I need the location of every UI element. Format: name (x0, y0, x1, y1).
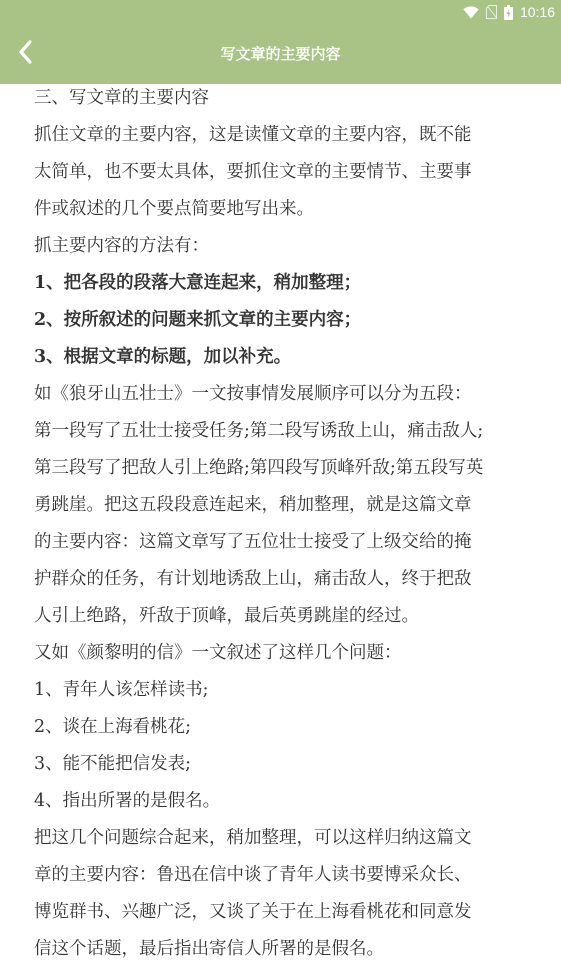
article-line: 人引上绝路，歼敌于顶峰，最后英勇跳崖的经过。 (34, 606, 419, 626)
article-line: 章的主要内容：鲁迅在信中谈了青年人读书要博采众长、 (34, 865, 472, 885)
article-line: 抓主要内容的方法有： (34, 236, 209, 256)
article-line: 2、按所叙述的问题来抓文章的主要内容； (34, 310, 362, 330)
status-bar (0, 0, 561, 24)
battery-icon (504, 5, 513, 20)
wifi-icon (463, 6, 479, 19)
article-line: 太简单，也不要太具体，要抓住文章的主要情节、主要事 (34, 162, 472, 182)
article-line: 2、谈在上海看桃花; (34, 717, 192, 737)
article-line: 抓住文章的主要内容，这是读懂文章的主要内容，既不能 (34, 125, 472, 145)
article-body (34, 80, 534, 968)
article-line: 3、能不能把信发表; (34, 754, 192, 774)
article-line: 的主要内容：这篇文章写了五位壮士接受了上级交给的掩 (34, 532, 472, 552)
chevron-left-icon (18, 40, 34, 68)
article-line: 第一段写了五壮士接受任务;第二段写诱敌上山，痛击敌人; (34, 421, 484, 441)
article-line: 4、指出所署的是假名。 (34, 791, 221, 811)
back-button[interactable] (6, 34, 46, 74)
article-line: 三、写文章的主要内容 (34, 88, 209, 108)
status-time: 10:16 (519, 4, 555, 20)
article-line: 博览群书、兴趣广泛，又谈了关于在上海看桃花和同意发 (34, 902, 472, 922)
article-line: 第三段写了把敌人引上绝路;第四段写顶峰歼敌;第五段写英 (34, 458, 484, 478)
status-icons (463, 0, 555, 24)
article-line: 1、把各段的段落大意连起来，稍加整理； (34, 273, 362, 293)
article-line: 又如《颜黎明的信》一文叙述了这样几个问题： (34, 643, 402, 663)
article-line: 3、根据文章的标题，加以补充。 (34, 347, 292, 367)
article-line: 护群众的任务，有计划地诱敌上山，痛击敌人，终于把敌 (34, 569, 472, 589)
article-line: 如《狼牙山五壮士》一文按事情发展顺序可以分为五段： (34, 384, 472, 404)
article-line: 1、青年人该怎样读书; (34, 680, 209, 700)
article-line: 件或叙述的几个要点简要地写出来。 (34, 199, 314, 219)
no-sim-icon (486, 5, 497, 19)
article-line: 信这个话题，最后指出寄信人所署的是假名。 (34, 939, 384, 959)
article-line: 把这几个问题综合起来，稍加整理，可以这样归纳这篇文 (34, 828, 472, 848)
article-line: 勇跳崖。把这五段段意连起来，稍加整理，就是这篇文章 (34, 495, 472, 515)
app-bar (0, 24, 561, 84)
page-title: 写文章的主要内容 (220, 45, 341, 63)
